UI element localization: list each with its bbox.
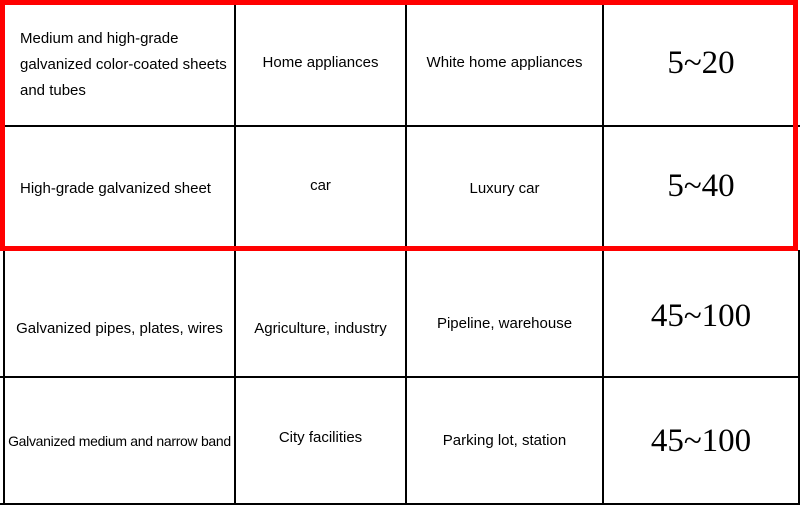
cell-text: Agriculture, industry bbox=[254, 320, 387, 337]
table-cell-application bbox=[407, 252, 602, 395]
table-cell-application bbox=[407, 378, 602, 503]
table-cell-range bbox=[604, 378, 798, 503]
cell-text: City facilities bbox=[278, 429, 363, 446]
table-cell-product bbox=[5, 378, 234, 503]
cell-text: Home appliances bbox=[262, 53, 379, 71]
cell-text: Medium and high-grade galvanized color-coated sheets and tubes bbox=[20, 29, 227, 99]
table-cell-range bbox=[604, 252, 798, 379]
cell-text: Parking lot, station bbox=[442, 431, 567, 449]
cell-text: car bbox=[310, 177, 331, 194]
cell-text: 5~40 bbox=[667, 168, 735, 204]
cell-text: High-grade galvanized sheet bbox=[20, 179, 211, 197]
cell-text: Luxury car bbox=[469, 180, 540, 197]
cell-text: 45~100 bbox=[650, 297, 752, 334]
cell-text: Galvanized pipes, plates, wires bbox=[16, 320, 223, 337]
cell-text: White home appliances bbox=[426, 53, 583, 71]
cell-text: Pipeline, warehouse bbox=[436, 314, 573, 332]
cell-text: Galvanized medium and narrow band bbox=[8, 432, 231, 449]
highlight-box bbox=[0, 0, 798, 251]
cell-text: 5~20 bbox=[667, 44, 735, 81]
table-cell-industry bbox=[236, 378, 405, 498]
cell-text: 45~100 bbox=[650, 422, 752, 459]
